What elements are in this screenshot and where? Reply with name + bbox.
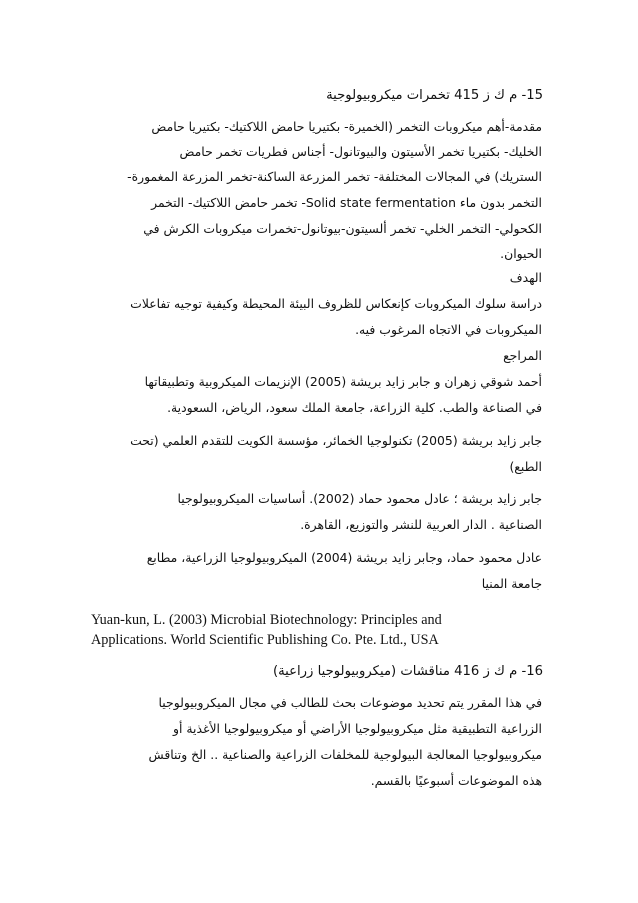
course-15-title: 15- م ك ز 415 تخمرات ميكروبيولوجية <box>326 88 543 103</box>
goal-line: الميكروبات في الاتجاه المرغوب فيه. <box>355 322 542 337</box>
reference-line: أحمد شوقي زهران و جابر زايد بريشة (2005) الإنزيمات الميكروبية وتطبيقاتها <box>144 374 542 389</box>
reference-line: جامعة المنيا <box>481 576 542 591</box>
references-heading: المراجع <box>503 348 542 363</box>
reference-line: عادل محمود حماد، وجابر زايد بريشة (2004) الميكروبيولوجيا الزراعية، مطابع <box>146 550 542 565</box>
content-line: الخليك- بكتيريا تخمر الأسيتون والبيوتانول- أجناس فطريات تخمر حامض <box>179 144 542 159</box>
reference-line: في الصناعة والطب. كلية الزراعة، جامعة الملك سعود، الرياض، السعودية. <box>167 400 542 415</box>
content-line: الستريك) في المجالات المختلفة- تخمر المزرعة الساكنة-تخمر المزرعة المغمورة- <box>127 169 542 184</box>
reference-line: الصناعية . الدار العربية للنشر والتوزيع، القاهرة. <box>300 517 542 532</box>
reference-line: الطبع) <box>509 459 542 474</box>
goal-heading: الهدف <box>509 270 542 285</box>
reference-line: جابر زايد بريشة (2005) تكنولوجيا الخمائر، مؤسسة الكويت للتقدم العلمي (تحت <box>130 433 542 448</box>
english-reference-line: Applications. World Scientific Publishing Co. Pte. Ltd., USA <box>91 632 439 648</box>
content-line: التخمر بدون ماء Solid state fermentation- تخمر حامض اللاكتيك- التخمر <box>151 195 542 210</box>
content-line: الزراعية التطبيقية مثل ميكروبيولوجيا الأراضي أو ميكروبيولوجيا الأغذية أو <box>173 721 542 736</box>
content-line: ميكروبيولوجيا المعالجة البيولوجية للمخلفات الزراعية والصناعية .. الخ وتناقش <box>148 747 542 762</box>
content-line: هذه الموضوعات أسبوعيًا بالقسم. <box>370 773 542 788</box>
content-line: في هذا المقرر يتم تحديد موضوعات بحث للطالب في مجال الميكروبيولوجيا <box>158 695 542 710</box>
content-line: مقدمة-أهم ميكروبات التخمر (الخميرة- بكتيريا حامض اللاكتيك- بكتيريا حامض <box>151 119 542 134</box>
reference-line: جابر زايد بريشة ؛ عادل محمود حماد (2002). أساسيات الميكروبيولوجيا <box>177 491 542 506</box>
content-line: الكحولي- التخمر الخلي- تخمر ألسيتون-بيوتانول-تخمرات ميكروبات الكرش في <box>143 221 542 236</box>
content-line: الحيوان. <box>500 246 542 261</box>
english-reference-line: Yuan-kun, L. (2003) Microbial Biotechnology: Principles and <box>91 612 442 628</box>
goal-line: دراسة سلوك الميكروبات كإنعكاس للظروف البيئة المحيطة وكيفية توجيه تفاعلات <box>130 296 542 311</box>
course-16-title: 16- م ك ز 416 مناقشات (ميكروبيولوجيا زراعية) <box>272 664 543 679</box>
